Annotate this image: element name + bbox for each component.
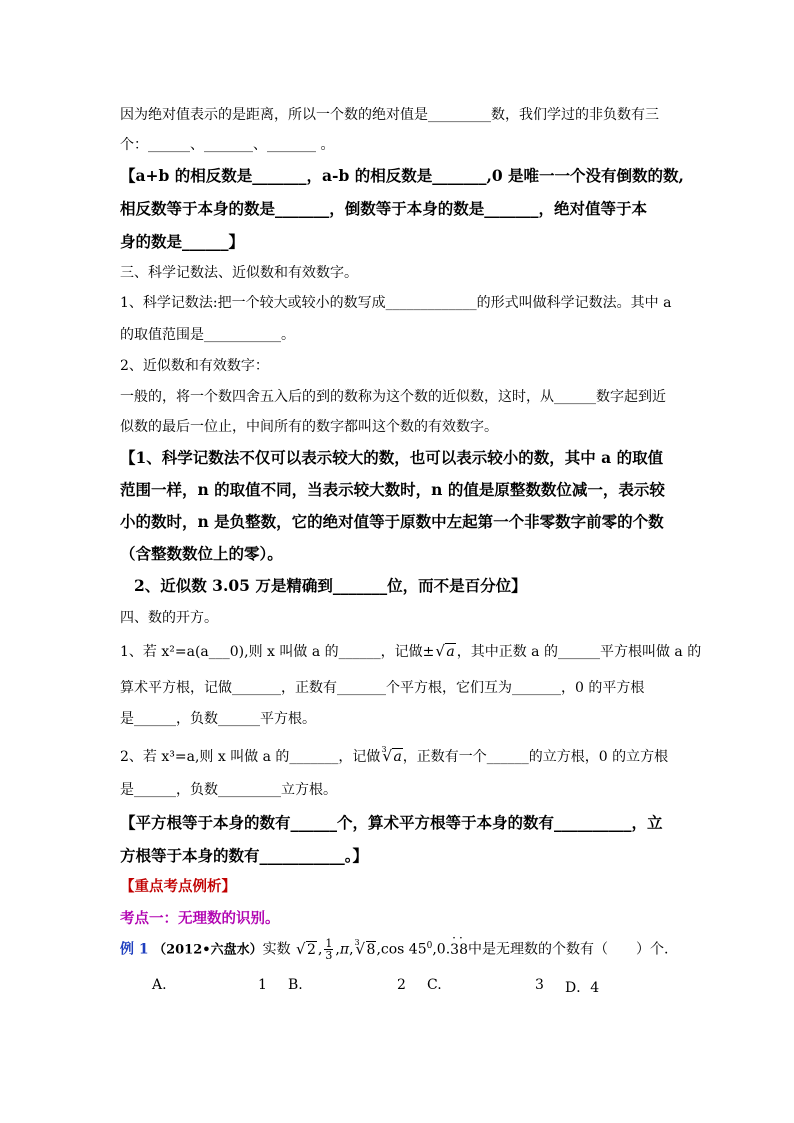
bold-note-line: 【1、科学记数法不仅可以表示较大的数，也可以表示较小的数，其中 a 的取值 — [120, 448, 664, 467]
text-line: 是______，负数_________立方根。 — [120, 782, 337, 798]
option-b-label: B. — [288, 977, 303, 993]
example-source: （2012•六盘水） — [153, 942, 263, 958]
bold-note-line: 【a+b 的相反数是_______，a-b 的相反数是_______,0 是唯一一个没有倒数的数, — [120, 166, 684, 185]
degree-mark: 0 — [426, 940, 433, 951]
text-segment: 实数 — [262, 941, 291, 958]
text-line — [120, 641, 701, 661]
bold-note-line: 小的数时，n 是负整数，它的绝对值等于原数中左起第一个非零数字前零的个数 — [120, 512, 664, 531]
option-c-value: 3 — [535, 977, 544, 993]
text-line: 2、近似数和有效数字： — [120, 358, 269, 374]
square-root-symbol — [296, 942, 317, 958]
example-line: 例 1 （2012•六盘水）实数 √ 2 , $\frac{1}{3}$ ,π, √ 3 8,cos $45^0,0.\cdot\cdot 38$中是无理数的个数有（ ）个. — [120, 938, 668, 961]
text-segment: 中是无理数的个数有（ ）个. — [467, 941, 669, 958]
bold-note-line: 【平方根等于本身的数有______个，算术平方根等于本身的数有__________，立 — [120, 813, 663, 832]
bold-note-line: 2、近似数 3.05 万是精确到_______位，而不是百分位】 — [134, 576, 527, 595]
bold-note-line: 方根等于本身的数有___________。】 — [120, 846, 369, 865]
text-line: 似数的最后一位止，中间所有的数字都叫这个数的有效数字。 — [120, 419, 498, 435]
option-a-value: 1 — [258, 977, 267, 993]
text-segment: ，正数有一个______的立方根，0 的立方根 — [402, 749, 669, 765]
purple-heading: 考点一：无理数的识别。 — [120, 910, 280, 927]
radicand: 2 — [307, 941, 316, 958]
text-segment: 1、若 x²=a(a___0),则 x 叫做 a 的______，记做± — [120, 644, 435, 660]
bold-note-line: （含整数数位上的零）。 — [120, 544, 283, 563]
option-b-value: 2 — [397, 977, 406, 993]
bold-note-line: 范围一样，n 的取值不同，当表示较大数时，n 的值是原整数数位减一，表示较 — [120, 480, 665, 499]
cube-root-symbol — [380, 745, 402, 765]
section-heading: 三、科学记数法、近似数和有效数字。 — [120, 265, 358, 281]
cube-root-symbol — [354, 937, 377, 958]
text-line: 的取值范围是___________。 — [120, 327, 295, 343]
text-line: 个：______、_______、_______ 。 — [120, 137, 335, 153]
bold-note-line: 身的数是______】 — [120, 232, 245, 251]
text-line: 算术平方根，记做_______，正数有_______个平方根，它们互为_______，0 的平方根 — [120, 680, 645, 696]
fraction — [324, 938, 333, 961]
text-line: 是______，负数______平方根。 — [120, 711, 316, 727]
radicand: a — [393, 749, 402, 765]
cos-term: cos 45 — [380, 941, 427, 958]
example-label: 例 1 — [120, 941, 149, 958]
text-line: 因为绝对值表示的是距离，所以一个数的绝对值是_________数，我们学过的非负数有三 — [120, 107, 659, 123]
option-c-label: C. — [427, 977, 442, 993]
decimal-number: 0. — [436, 941, 451, 958]
square-root-symbol — [435, 644, 455, 660]
radicand: 8 — [366, 941, 376, 958]
text-segment: 2、若 x³=a,则 x 叫做 a 的_______，记做 — [120, 749, 381, 765]
text-segment: ，其中正数 a 的______平方根叫做 a 的 — [456, 644, 702, 660]
text-line: 一般的，将一个数四舍五入后的到的数称为这个数的近似数，这时，从______数字起到近 — [120, 389, 666, 405]
red-heading: 【重点考点例析】 — [120, 878, 236, 895]
option-d: D．4 — [565, 980, 600, 996]
root-index: √ 3 — [381, 745, 387, 754]
repeating-digits: ·· 38 — [450, 942, 468, 958]
fraction-denominator: 3 — [325, 949, 333, 962]
bold-note-line: 相反数等于本身的数是_______，倒数等于本身的数是_______，绝对值等于本 — [120, 199, 648, 218]
section-heading: 四、数的开方。 — [120, 610, 218, 626]
fraction-numerator: 1 — [325, 937, 333, 950]
text-line — [120, 746, 668, 766]
option-a-label: A. — [152, 977, 167, 993]
root-index: √ 3 — [354, 937, 360, 947]
radicand: a — [446, 644, 455, 660]
pi-symbol: π — [339, 941, 350, 958]
text-line: 1、科学记数法:把一个较大或较小的数写成_____________的形式叫做科学记数法。其中 a — [120, 295, 672, 311]
